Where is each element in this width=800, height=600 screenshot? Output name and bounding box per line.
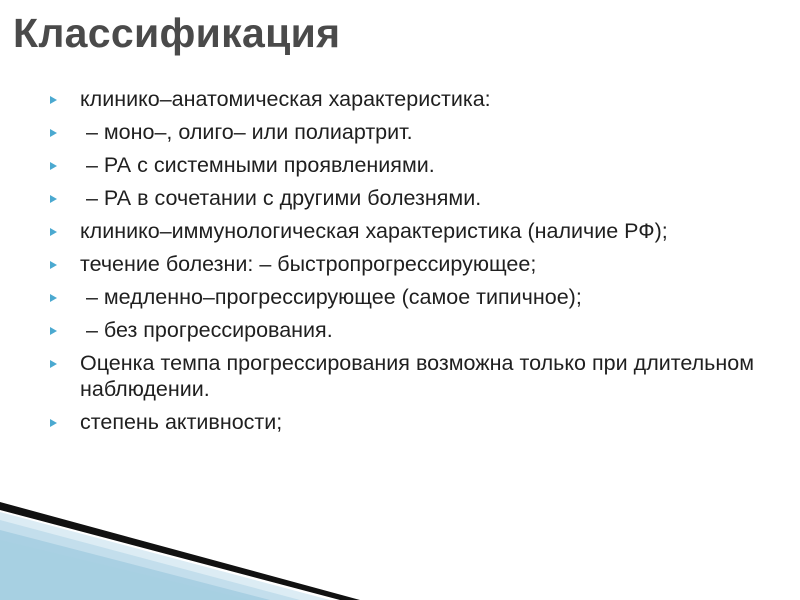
slide-title: Классификация [13,10,341,56]
triangle-right-icon [50,195,57,203]
bullet-text: Оценка темпа прогрессирования возможна только при длительном наблюдении. [80,351,754,401]
triangle-right-icon [50,129,57,137]
bullet-list [48,86,754,442]
bullet-item [48,251,754,277]
decorative-swoosh [0,500,800,600]
bullet-text: клинико–анатомическая характеристика: [80,87,491,111]
bullet-item [48,185,754,211]
triangle-right-icon [50,162,57,170]
bullet-text: течение болезни: – быстропрогрессирующее; [80,252,537,276]
bullet-item [48,152,754,178]
triangle-right-icon [50,261,57,269]
bullet-text: степень активности; [80,410,283,434]
bullet-text: клинико–иммунологическая характеристика (наличие РФ); [80,219,668,243]
bullet-item [48,218,754,244]
triangle-right-icon [50,360,57,368]
bullet-text: – медленно–прогрессирующее (самое типичное); [80,285,582,309]
bullet-item [48,284,754,310]
bullet-item [48,350,754,402]
bullet-text: – РА с системными проявлениями. [80,153,435,177]
bullet-item [48,317,754,343]
triangle-right-icon [50,419,57,427]
bullet-item [48,119,754,145]
triangle-right-icon [50,96,57,104]
bullet-text: – моно–, олиго– или полиартрит. [80,120,413,144]
bullet-text: – РА в сочетании с другими болезнями. [80,186,482,210]
bullet-item [48,409,754,435]
bullet-text: – без прогрессирования. [80,318,333,342]
triangle-right-icon [50,294,57,302]
triangle-right-icon [50,228,57,236]
triangle-right-icon [50,327,57,335]
bullet-item [48,86,754,112]
